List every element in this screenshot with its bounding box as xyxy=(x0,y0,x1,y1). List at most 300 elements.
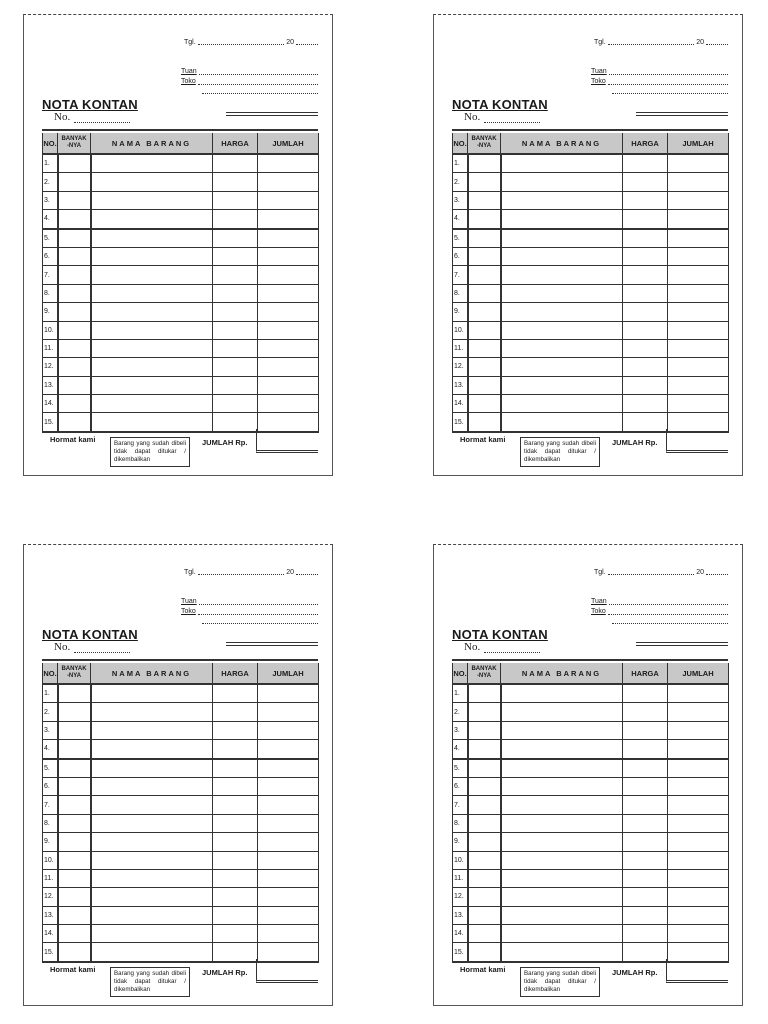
harga-cell[interactable] xyxy=(213,229,258,248)
nama-barang-cell[interactable] xyxy=(91,796,213,814)
nama-barang-cell[interactable] xyxy=(91,684,213,703)
toko-label: Toko xyxy=(591,78,606,85)
col-nama-header: NAMA BARANG xyxy=(91,663,213,684)
jumlah-cell[interactable] xyxy=(258,721,319,739)
table-row xyxy=(453,229,729,248)
banyak-cell[interactable] xyxy=(58,229,91,248)
nama-barang-cell[interactable] xyxy=(91,851,213,869)
nama-barang-cell[interactable] xyxy=(501,777,623,795)
nama-barang-cell[interactable] xyxy=(91,247,213,265)
table-row xyxy=(453,703,729,721)
harga-cell[interactable] xyxy=(213,376,258,394)
banyak-cell[interactable] xyxy=(468,284,501,302)
banyak-cell[interactable] xyxy=(58,266,91,284)
table-row xyxy=(453,814,729,832)
nama-barang-cell[interactable] xyxy=(91,869,213,887)
nama-barang-cell[interactable] xyxy=(91,413,213,432)
jumlah-cell[interactable] xyxy=(258,684,319,703)
nama-barang-cell[interactable] xyxy=(501,759,623,778)
harga-cell[interactable] xyxy=(213,684,258,703)
harga-cell[interactable] xyxy=(623,869,668,887)
banyak-cell[interactable] xyxy=(58,777,91,795)
jumlah-cell[interactable] xyxy=(668,684,729,703)
banyak-cell[interactable] xyxy=(58,303,91,321)
nama-barang-cell[interactable] xyxy=(501,154,623,173)
jumlah-cell[interactable] xyxy=(258,266,319,284)
harga-cell[interactable] xyxy=(623,888,668,906)
nama-barang-cell[interactable] xyxy=(91,395,213,413)
banyak-cell[interactable] xyxy=(58,703,91,721)
harga-cell[interactable] xyxy=(213,796,258,814)
nota-number-field[interactable] xyxy=(464,111,540,123)
signature-line xyxy=(636,112,728,116)
nama-barang-cell[interactable] xyxy=(501,943,623,962)
harga-cell[interactable] xyxy=(213,266,258,284)
tuan-label: Tuan xyxy=(181,68,197,75)
harga-cell[interactable] xyxy=(213,814,258,832)
jumlah-cell[interactable] xyxy=(258,154,319,173)
tuan-field[interactable] xyxy=(181,597,318,605)
banyak-cell[interactable] xyxy=(58,210,91,229)
harga-cell[interactable] xyxy=(623,833,668,851)
nota-form-4 xyxy=(433,544,743,1006)
nama-barang-cell[interactable] xyxy=(501,796,623,814)
harga-cell[interactable] xyxy=(623,684,668,703)
banyak-cell[interactable] xyxy=(58,173,91,191)
nama-barang-cell[interactable] xyxy=(91,925,213,943)
banyak-cell[interactable] xyxy=(468,888,501,906)
jumlah-cell[interactable] xyxy=(258,869,319,887)
nama-barang-cell[interactable] xyxy=(91,154,213,173)
harga-cell[interactable] xyxy=(213,191,258,209)
harga-cell[interactable] xyxy=(213,284,258,302)
tuan-field[interactable] xyxy=(591,67,728,75)
jumlah-cell[interactable] xyxy=(668,210,729,229)
harga-cell[interactable] xyxy=(213,154,258,173)
nama-barang-cell[interactable] xyxy=(91,740,213,759)
toko-field[interactable] xyxy=(181,607,318,615)
harga-cell[interactable] xyxy=(623,154,668,173)
banyak-cell[interactable] xyxy=(468,173,501,191)
harga-cell[interactable] xyxy=(623,703,668,721)
nota-form-3 xyxy=(23,544,333,1006)
harga-cell[interactable] xyxy=(623,721,668,739)
return-policy-note: Barang yang sudah dibeli tidak dapat ditukar / dikembalikan xyxy=(110,437,190,467)
row-number: 15. xyxy=(43,413,58,432)
banyak-cell[interactable] xyxy=(468,906,501,924)
nama-barang-cell[interactable] xyxy=(91,888,213,906)
tuan-field[interactable] xyxy=(181,67,318,75)
nama-barang-cell[interactable] xyxy=(91,266,213,284)
jumlah-cell[interactable] xyxy=(668,191,729,209)
banyak-cell[interactable] xyxy=(468,154,501,173)
nama-barang-cell[interactable] xyxy=(91,777,213,795)
harga-cell[interactable] xyxy=(623,266,668,284)
harga-cell[interactable] xyxy=(623,759,668,778)
harga-cell[interactable] xyxy=(213,358,258,376)
harga-cell[interactable] xyxy=(213,303,258,321)
table-row xyxy=(453,339,729,357)
jumlah-cell[interactable] xyxy=(258,796,319,814)
banyak-cell[interactable] xyxy=(58,759,91,778)
jumlah-cell[interactable] xyxy=(668,247,729,265)
banyak-cell[interactable] xyxy=(468,684,501,703)
total-label: JUMLAH Rp. xyxy=(202,968,248,977)
harga-cell[interactable] xyxy=(213,721,258,739)
table-row xyxy=(43,684,319,703)
jumlah-cell[interactable] xyxy=(668,759,729,778)
banyak-cell[interactable] xyxy=(468,814,501,832)
nama-barang-cell[interactable] xyxy=(501,321,623,339)
banyak-cell[interactable] xyxy=(58,906,91,924)
jumlah-cell[interactable] xyxy=(668,925,729,943)
nama-barang-cell[interactable] xyxy=(501,740,623,759)
jumlah-cell[interactable] xyxy=(668,888,729,906)
banyak-cell[interactable] xyxy=(58,247,91,265)
banyak-cell[interactable] xyxy=(58,814,91,832)
jumlah-cell[interactable] xyxy=(668,376,729,394)
jumlah-cell[interactable] xyxy=(668,721,729,739)
total-amount-field[interactable] xyxy=(666,959,728,983)
jumlah-cell[interactable] xyxy=(258,303,319,321)
harga-cell[interactable] xyxy=(623,339,668,357)
harga-cell[interactable] xyxy=(213,339,258,357)
jumlah-cell[interactable] xyxy=(258,740,319,759)
harga-cell[interactable] xyxy=(623,943,668,962)
jumlah-cell[interactable] xyxy=(668,339,729,357)
harga-cell[interactable] xyxy=(623,777,668,795)
nama-barang-cell[interactable] xyxy=(501,339,623,357)
nota-number-field[interactable] xyxy=(464,641,540,653)
jumlah-cell[interactable] xyxy=(258,925,319,943)
harga-cell[interactable] xyxy=(623,284,668,302)
nama-barang-cell[interactable] xyxy=(91,210,213,229)
banyak-cell[interactable] xyxy=(468,247,501,265)
nama-barang-cell[interactable] xyxy=(501,358,623,376)
jumlah-cell[interactable] xyxy=(668,703,729,721)
table-row xyxy=(453,759,729,778)
jumlah-cell[interactable] xyxy=(258,229,319,248)
nota-number-field[interactable] xyxy=(54,111,130,123)
jumlah-cell[interactable] xyxy=(258,358,319,376)
row-number: 9. xyxy=(453,303,468,321)
col-banyak-header: BANYAK -NYA xyxy=(58,663,91,684)
banyak-cell[interactable] xyxy=(468,376,501,394)
banyak-cell[interactable] xyxy=(58,925,91,943)
jumlah-cell[interactable] xyxy=(668,833,729,851)
jumlah-cell[interactable] xyxy=(258,851,319,869)
harga-cell[interactable] xyxy=(213,888,258,906)
jumlah-cell[interactable] xyxy=(258,888,319,906)
jumlah-cell[interactable] xyxy=(668,154,729,173)
harga-cell[interactable] xyxy=(623,906,668,924)
nama-barang-cell[interactable] xyxy=(91,759,213,778)
table-row xyxy=(453,210,729,229)
nama-barang-cell[interactable] xyxy=(91,833,213,851)
banyak-cell[interactable] xyxy=(58,684,91,703)
harga-cell[interactable] xyxy=(623,413,668,432)
jumlah-cell[interactable] xyxy=(668,321,729,339)
address-line[interactable] xyxy=(202,623,318,624)
nama-barang-cell[interactable] xyxy=(501,284,623,302)
nama-barang-cell[interactable] xyxy=(91,814,213,832)
jumlah-cell[interactable] xyxy=(668,906,729,924)
banyak-cell[interactable] xyxy=(468,759,501,778)
date-field[interactable] xyxy=(184,567,318,576)
banyak-cell[interactable] xyxy=(468,191,501,209)
jumlah-cell[interactable] xyxy=(258,376,319,394)
banyak-cell[interactable] xyxy=(58,376,91,394)
banyak-cell[interactable] xyxy=(468,266,501,284)
jumlah-cell[interactable] xyxy=(258,191,319,209)
nama-barang-cell[interactable] xyxy=(501,833,623,851)
harga-cell[interactable] xyxy=(623,210,668,229)
harga-cell[interactable] xyxy=(623,925,668,943)
nama-barang-cell[interactable] xyxy=(91,721,213,739)
jumlah-cell[interactable] xyxy=(668,173,729,191)
col-harga-header: HARGA xyxy=(213,663,258,684)
signature-line xyxy=(226,112,318,116)
harga-cell[interactable] xyxy=(213,851,258,869)
nama-barang-cell[interactable] xyxy=(501,266,623,284)
nama-barang-cell[interactable] xyxy=(91,376,213,394)
banyak-cell[interactable] xyxy=(468,358,501,376)
banyak-cell[interactable] xyxy=(58,851,91,869)
total-amount-field[interactable] xyxy=(666,429,728,453)
banyak-cell[interactable] xyxy=(58,833,91,851)
return-policy-note: Barang yang sudah dibeli tidak dapat ditukar / dikembalikan xyxy=(110,967,190,997)
row-number: 11. xyxy=(453,869,468,887)
harga-cell[interactable] xyxy=(623,321,668,339)
jumlah-cell[interactable] xyxy=(258,284,319,302)
harga-cell[interactable] xyxy=(213,759,258,778)
banyak-cell[interactable] xyxy=(468,321,501,339)
address-line[interactable] xyxy=(612,623,728,624)
row-number: 15. xyxy=(453,943,468,962)
banyak-cell[interactable] xyxy=(468,740,501,759)
harga-cell[interactable] xyxy=(623,191,668,209)
banyak-cell[interactable] xyxy=(468,943,501,962)
row-number: 12. xyxy=(453,358,468,376)
banyak-cell[interactable] xyxy=(468,229,501,248)
harga-cell[interactable] xyxy=(213,321,258,339)
nama-barang-cell[interactable] xyxy=(91,339,213,357)
col-no-header: NO. xyxy=(453,663,468,684)
nama-barang-cell[interactable] xyxy=(501,851,623,869)
toko-field[interactable] xyxy=(591,77,728,85)
nama-barang-cell[interactable] xyxy=(501,814,623,832)
table-row xyxy=(43,740,319,759)
banyak-cell[interactable] xyxy=(468,869,501,887)
jumlah-cell[interactable] xyxy=(668,869,729,887)
nama-barang-cell[interactable] xyxy=(91,906,213,924)
nama-barang-cell[interactable] xyxy=(501,376,623,394)
jumlah-cell[interactable] xyxy=(258,759,319,778)
harga-cell[interactable] xyxy=(213,777,258,795)
harga-cell[interactable] xyxy=(623,851,668,869)
harga-cell[interactable] xyxy=(623,173,668,191)
harga-cell[interactable] xyxy=(623,303,668,321)
jumlah-cell[interactable] xyxy=(258,395,319,413)
jumlah-cell[interactable] xyxy=(668,358,729,376)
jumlah-cell[interactable] xyxy=(258,703,319,721)
row-number: 6. xyxy=(453,777,468,795)
jumlah-cell[interactable] xyxy=(668,814,729,832)
jumlah-cell[interactable] xyxy=(668,284,729,302)
harga-cell[interactable] xyxy=(213,703,258,721)
table-row xyxy=(453,833,729,851)
banyak-cell[interactable] xyxy=(58,721,91,739)
jumlah-cell[interactable] xyxy=(258,906,319,924)
harga-cell[interactable] xyxy=(213,247,258,265)
jumlah-cell[interactable] xyxy=(258,173,319,191)
jumlah-cell[interactable] xyxy=(668,851,729,869)
address-line[interactable] xyxy=(202,93,318,94)
nama-barang-cell[interactable] xyxy=(501,888,623,906)
nama-barang-cell[interactable] xyxy=(501,395,623,413)
nama-barang-cell[interactable] xyxy=(91,321,213,339)
nama-barang-cell[interactable] xyxy=(501,703,623,721)
nota-title: NOTA KONTAN xyxy=(452,627,548,642)
harga-cell[interactable] xyxy=(213,943,258,962)
banyak-cell[interactable] xyxy=(58,358,91,376)
banyak-cell[interactable] xyxy=(58,284,91,302)
harga-cell[interactable] xyxy=(213,395,258,413)
table-row xyxy=(43,851,319,869)
jumlah-cell[interactable] xyxy=(668,266,729,284)
nama-barang-cell[interactable] xyxy=(91,943,213,962)
table-row xyxy=(453,906,729,924)
banyak-cell[interactable] xyxy=(58,413,91,432)
banyak-cell[interactable] xyxy=(468,721,501,739)
tuan-field[interactable] xyxy=(591,597,728,605)
nama-barang-cell[interactable] xyxy=(501,191,623,209)
toko-field[interactable] xyxy=(181,77,318,85)
banyak-cell[interactable] xyxy=(58,191,91,209)
row-number: 7. xyxy=(453,796,468,814)
nama-barang-cell[interactable] xyxy=(501,210,623,229)
nama-barang-cell[interactable] xyxy=(91,303,213,321)
signature-line xyxy=(226,642,318,646)
total-amount-field[interactable] xyxy=(256,429,318,453)
nama-barang-cell[interactable] xyxy=(501,247,623,265)
harga-cell[interactable] xyxy=(623,814,668,832)
nama-barang-cell[interactable] xyxy=(501,684,623,703)
harga-cell[interactable] xyxy=(213,833,258,851)
jumlah-cell[interactable] xyxy=(258,321,319,339)
nama-barang-cell[interactable] xyxy=(501,413,623,432)
jumlah-cell[interactable] xyxy=(258,833,319,851)
jumlah-cell[interactable] xyxy=(668,740,729,759)
nama-barang-cell[interactable] xyxy=(501,229,623,248)
jumlah-cell[interactable] xyxy=(668,777,729,795)
nama-barang-cell[interactable] xyxy=(91,703,213,721)
harga-cell[interactable] xyxy=(213,906,258,924)
harga-cell[interactable] xyxy=(213,210,258,229)
banyak-cell[interactable] xyxy=(468,395,501,413)
nota-number-field[interactable] xyxy=(54,641,130,653)
jumlah-cell[interactable] xyxy=(668,796,729,814)
banyak-cell[interactable] xyxy=(468,210,501,229)
harga-cell[interactable] xyxy=(213,173,258,191)
address-line[interactable] xyxy=(612,93,728,94)
banyak-cell[interactable] xyxy=(58,740,91,759)
harga-cell[interactable] xyxy=(623,247,668,265)
banyak-cell[interactable] xyxy=(468,303,501,321)
harga-cell[interactable] xyxy=(623,376,668,394)
col-harga-header: HARGA xyxy=(623,663,668,684)
harga-cell[interactable] xyxy=(213,925,258,943)
date-field[interactable] xyxy=(594,567,728,576)
nama-barang-cell[interactable] xyxy=(501,869,623,887)
jumlah-cell[interactable] xyxy=(258,814,319,832)
col-banyak-header: BANYAK -NYA xyxy=(468,133,501,154)
harga-cell[interactable] xyxy=(623,358,668,376)
nama-barang-cell[interactable] xyxy=(91,191,213,209)
banyak-cell[interactable] xyxy=(468,339,501,357)
row-number: 4. xyxy=(43,210,58,229)
harga-cell[interactable] xyxy=(213,413,258,432)
banyak-cell[interactable] xyxy=(468,851,501,869)
harga-cell[interactable] xyxy=(623,796,668,814)
nama-barang-cell[interactable] xyxy=(91,229,213,248)
toko-field[interactable] xyxy=(591,607,728,615)
banyak-cell[interactable] xyxy=(468,777,501,795)
banyak-cell[interactable] xyxy=(468,703,501,721)
nama-barang-cell[interactable] xyxy=(501,925,623,943)
jumlah-cell[interactable] xyxy=(668,229,729,248)
nama-barang-cell[interactable] xyxy=(501,721,623,739)
banyak-cell[interactable] xyxy=(468,796,501,814)
jumlah-cell[interactable] xyxy=(258,210,319,229)
harga-cell[interactable] xyxy=(623,740,668,759)
nama-barang-cell[interactable] xyxy=(91,284,213,302)
jumlah-cell[interactable] xyxy=(258,777,319,795)
nama-barang-cell[interactable] xyxy=(501,906,623,924)
jumlah-cell[interactable] xyxy=(668,395,729,413)
banyak-cell[interactable] xyxy=(58,321,91,339)
banyak-cell[interactable] xyxy=(58,395,91,413)
banyak-cell[interactable] xyxy=(58,888,91,906)
banyak-cell[interactable] xyxy=(468,413,501,432)
harga-cell[interactable] xyxy=(213,740,258,759)
jumlah-cell[interactable] xyxy=(258,247,319,265)
banyak-cell[interactable] xyxy=(58,339,91,357)
harga-cell[interactable] xyxy=(623,229,668,248)
jumlah-cell[interactable] xyxy=(258,339,319,357)
table-row xyxy=(453,395,729,413)
nama-barang-cell[interactable] xyxy=(501,173,623,191)
banyak-cell[interactable] xyxy=(58,869,91,887)
nama-barang-cell[interactable] xyxy=(91,358,213,376)
total-amount-field[interactable] xyxy=(256,959,318,983)
nama-barang-cell[interactable] xyxy=(501,303,623,321)
banyak-cell[interactable] xyxy=(468,925,501,943)
col-jumlah-header: JUMLAH xyxy=(258,663,319,684)
banyak-cell[interactable] xyxy=(468,833,501,851)
nama-barang-cell[interactable] xyxy=(91,173,213,191)
banyak-cell[interactable] xyxy=(58,154,91,173)
harga-cell[interactable] xyxy=(213,869,258,887)
table-row xyxy=(43,284,319,302)
banyak-cell[interactable] xyxy=(58,796,91,814)
col-jumlah-header: JUMLAH xyxy=(668,663,729,684)
harga-cell[interactable] xyxy=(623,395,668,413)
banyak-cell[interactable] xyxy=(58,943,91,962)
date-field[interactable] xyxy=(594,37,728,46)
date-field[interactable] xyxy=(184,37,318,46)
jumlah-cell[interactable] xyxy=(668,303,729,321)
